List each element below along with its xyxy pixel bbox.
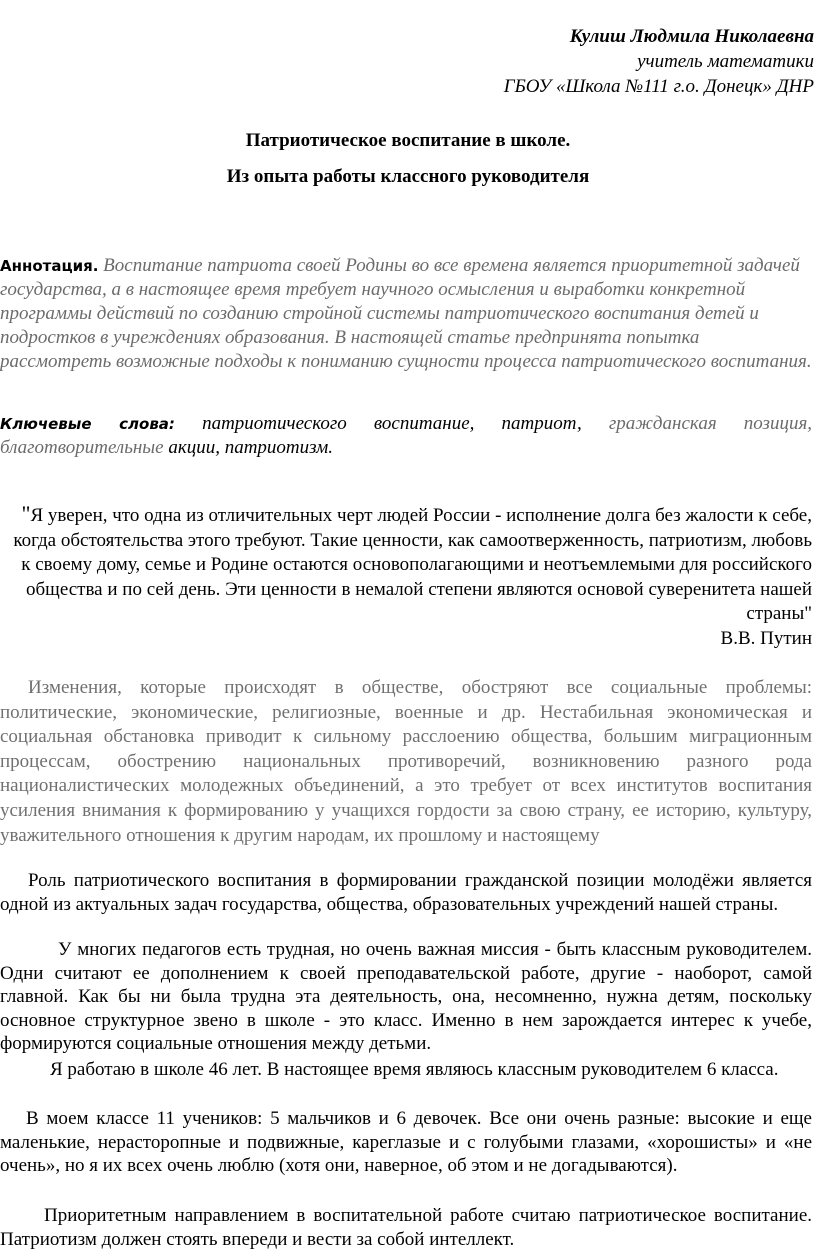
keywords-label: Ключевые слова:	[0, 415, 175, 433]
epigraph-quote	[0, 502, 812, 651]
paragraph-mission	[0, 938, 812, 1056]
document-title: Патриотическое воспитание в школе.	[245, 130, 571, 151]
quote-author: В.В. Путин	[720, 627, 812, 649]
keywords-part3: акции, патриотизм	[168, 437, 329, 458]
quote-open-mark: "	[21, 501, 31, 526]
paragraph-experience	[0, 1058, 812, 1082]
quote-text: Я уверен, что одна из отличительных черт людей России - исполнение долга без жалости к себе, когда обстоятельства этого требуют. Такие ценности, как самоотверженность, патриотизм, любовь к своему дому, семье и Родине остаются основополагающими и неотъемлемыми для российского общества и по сей день. Эти ценности в немалой степени являются основой суверенитета нашей страны"	[13, 505, 812, 624]
paragraph-priority-text: Приоритетным направлением в воспитательной работе считаю патриотическое воспитание. Патриотизм должен стоять впереди и вести за собой интеллект.	[0, 1205, 812, 1250]
paragraph-role	[0, 869, 812, 916]
keywords-end: .	[328, 437, 333, 458]
paragraph-changes-text: Изменения, которые происходят в обществе, обостряют все социальные проблемы: политические, экономические, религиозные, военные и др. Нестабильная экономическая и социальная обстановка приводит к сильному расслоению общества, большим миграционным процессам, обострению национальных противоречий, возникновению разного рода националистических молодежных объединений, а это требует от всех институтов воспитания усиления внимания к формированию у учащихся гордости за свою страну, ее историю, культуру, уважительного отношения к другим народам, их прошлому и настоящему	[0, 677, 812, 846]
author-name: Кулиш Людмила Николаевна	[569, 26, 814, 47]
paragraph-class-text: В моем классе 11 учеников: 5 мальчиков и 6 девочек. Все они очень разные: высокие и еще маленькие, нерасторопные и подвижные, кареглазые и с голубыми глазами, «хорошисты» и «не очень», но я их всех очень люблю (хотя они, наверное, об этом и не догадываются).	[0, 1108, 812, 1176]
keywords-part1: патриотического воспитание, патриот,	[202, 413, 582, 434]
paragraph-priority	[0, 1204, 812, 1251]
author-school: ГБОУ «Школа №111 г.о. Донецк» ДНР	[503, 76, 814, 97]
author-position: учитель математики	[637, 51, 814, 72]
paragraph-role-text: Роль патриотического воспитания в формировании гражданской позиции молодёжи является одной из актуальных задач государства, общества, образовательных учреждений нашей страны.	[0, 870, 812, 915]
author-block	[504, 24, 814, 99]
annotation-text: Воспитание патриота своей Родины во все времена является приоритетной задачей государства, а в настоящее время требует научного осмысления и выработки конкретной программы действий по созданию стройной системы патриотического воспитания детей и подростков в учреждениях образования. В настоящей статье предпринята попытка рассмотреть возможные подходы к пониманию сущности процесса патриотического воспитания.	[0, 255, 812, 372]
annotation	[0, 254, 812, 374]
document-subtitle: Из опыта работы классного руководителя	[226, 166, 590, 187]
keywords	[0, 412, 812, 460]
paragraph-experience-text: Я работаю в школе 46 лет. В настоящее время являюсь классным руководителем 6 класса.	[50, 1059, 779, 1080]
keywords-part2: гражданская позиция, благотворительные	[0, 413, 813, 458]
paragraph-mission-text: У многих педагогов есть трудная, но очень важная миссия - быть классным руководителем. Одни считают ее дополнением к своей преподавательской работе, другие - наоборот, самой главной. Как бы ни была трудна эта деятельность, она, несомненно, нужна детям, поскольку основное структурное звено в школе - это класс. Именно в нем зарождается интерес к учебе, формируются социальные отношения между детьми.	[0, 939, 812, 1054]
paragraph-class	[0, 1107, 812, 1178]
annotation-label: Аннотация.	[0, 257, 99, 275]
paragraph-changes	[0, 676, 812, 848]
